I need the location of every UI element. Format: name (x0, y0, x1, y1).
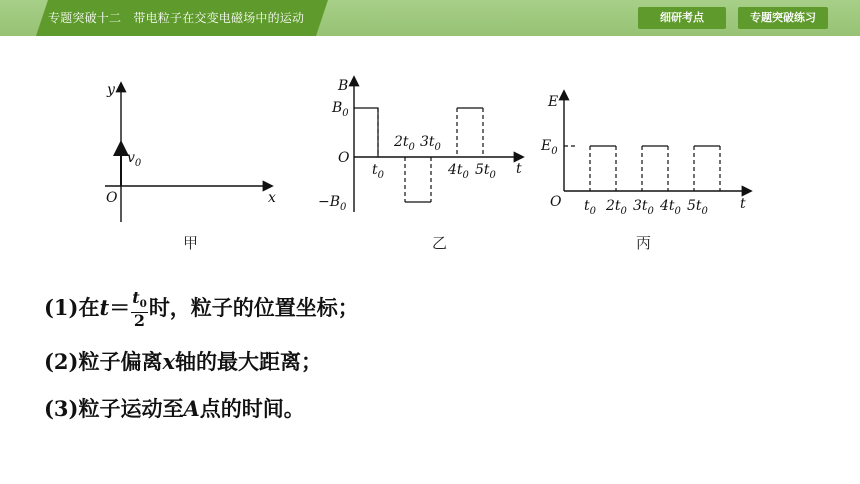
origin-label: O (550, 194, 562, 210)
velocity-label: $v_0$ (127, 150, 142, 169)
caption-yi: 乙 (432, 234, 448, 252)
question-1 (44, 290, 359, 329)
question-3-prefix: (3)粒子运动至 (44, 396, 184, 421)
t-axis-label: t (516, 161, 522, 177)
e-axis-label: E (548, 94, 559, 110)
b-pulse-1 (354, 108, 378, 157)
figure-jia-svg (95, 70, 295, 230)
origin-label: O (338, 150, 350, 166)
fraction-denominator: 2 (133, 311, 146, 331)
question-1-var: t (99, 295, 110, 321)
caption-jia: 甲 (183, 234, 199, 252)
nav-practice-button[interactable]: 专题突破练习 (738, 7, 828, 29)
question-2-suffix: 轴的最大距离； (175, 349, 323, 374)
question-2-prefix: (2)粒子偏离 (44, 349, 163, 374)
4t0-tick-label: $4t_0$ (660, 198, 681, 217)
figure-yi-svg (316, 70, 536, 220)
neg-b0-label: $-B_0$ (318, 194, 347, 213)
caption-bing: 丙 (636, 234, 652, 252)
b-axis-label: B (338, 78, 349, 94)
question-3-var: A (183, 396, 200, 421)
figure-yi (316, 70, 536, 224)
4t0-tick-label: $4t_0$ (448, 162, 469, 181)
figure-bing-svg (536, 70, 766, 220)
figure-jia (95, 70, 295, 234)
t-axis-label: t (740, 196, 746, 212)
3t0-tick-label: $3t_0$ (420, 134, 441, 153)
question-1-prefix: (1)在 (44, 295, 100, 321)
question-2 (44, 346, 322, 376)
5t0-tick-label: $5t_0$ (687, 198, 708, 217)
t0-tick-label: $t_0$ (372, 162, 385, 181)
page-title: 专题突破十二 带电粒子在交变电磁场中的运动 (48, 11, 305, 25)
header-bar (0, 0, 860, 36)
nav-study-points-button[interactable]: 细研考点 (638, 7, 726, 29)
t0-tick-label: $t_0$ (584, 198, 597, 217)
question-1-eq: ＝ (109, 295, 131, 321)
3t0-tick-label: $3t_0$ (633, 198, 654, 217)
question-3-suffix: 点的时间。 (199, 396, 305, 421)
x-axis-label: x (268, 190, 276, 206)
2t0-tick-label: $2t_0$ (606, 198, 627, 217)
2t0-tick-label: $2t_0$ (394, 134, 415, 153)
b0-label: $B_0$ (332, 100, 349, 119)
question-2-var: x (162, 349, 176, 374)
fraction-numerator-sub: 0 (139, 298, 147, 311)
question-3 (44, 393, 305, 423)
origin-label: O (106, 190, 118, 206)
y-axis-label: y (107, 82, 115, 98)
fraction-numerator: t (132, 288, 140, 307)
5t0-tick-label: $5t_0$ (475, 162, 496, 181)
question-1-fraction (131, 290, 148, 329)
question-1-suffix: 时，粒子的位置坐标； (148, 295, 359, 321)
e0-label: $E_0$ (541, 138, 558, 157)
figure-bing (536, 70, 766, 224)
